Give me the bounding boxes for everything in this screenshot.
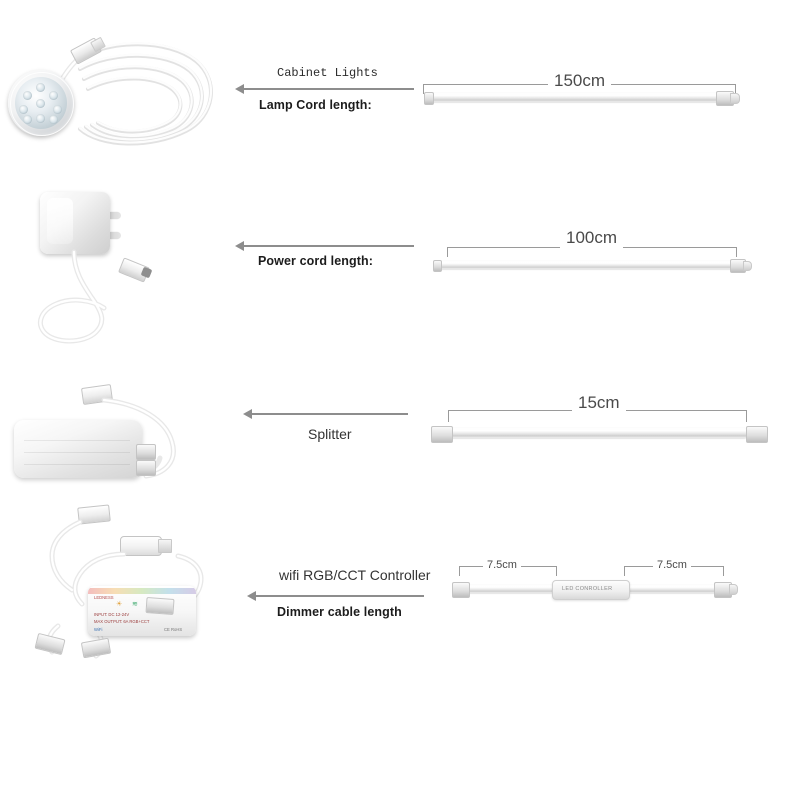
led-dot bbox=[19, 105, 28, 114]
dimension-tick-left-row3 bbox=[448, 410, 449, 422]
led-dot bbox=[49, 91, 58, 100]
led-dot bbox=[36, 99, 45, 108]
led-dot bbox=[36, 114, 45, 123]
controller-brand: LEDNESS bbox=[94, 595, 114, 600]
led-dot bbox=[49, 115, 58, 124]
splitter-groove bbox=[24, 440, 130, 441]
splitter-output-port bbox=[136, 444, 156, 460]
dimmer-cable-tube-left bbox=[465, 585, 555, 593]
arrow-line-row1 bbox=[244, 88, 414, 90]
dimension-tick-right-row3 bbox=[746, 410, 747, 422]
splitter-cable-plug-right bbox=[746, 426, 768, 443]
dimension-tick-left-row2 bbox=[447, 247, 448, 257]
dimension-value-7-5cm-left: 7.5cm bbox=[483, 559, 521, 571]
controller-body bbox=[88, 586, 196, 636]
dimension-tick-left-row4-left bbox=[459, 566, 460, 576]
label-splitter: Splitter bbox=[308, 426, 352, 442]
controller-icon-wifi: ≋ bbox=[132, 601, 138, 608]
led-dot bbox=[53, 105, 62, 114]
led-dot bbox=[23, 115, 32, 124]
dimension-value-150cm: 150cm bbox=[548, 71, 611, 91]
splitter-cable-tube bbox=[448, 428, 748, 438]
power-cord-tube bbox=[437, 261, 737, 269]
controller-output-spec: MAX OUTPUT: 6A RGB+CCT bbox=[94, 619, 150, 624]
power-cord-plug-tip bbox=[743, 261, 752, 271]
splitter-body bbox=[14, 420, 142, 478]
label-wifi-controller: wifi RGB/CCT Controller bbox=[279, 567, 431, 583]
controller-icon-bulb: ☀ bbox=[116, 601, 123, 608]
dimension-value-15cm: 15cm bbox=[572, 393, 626, 413]
dimension-value-100cm: 100cm bbox=[560, 228, 623, 248]
dimmer-cable-tube-right bbox=[626, 585, 718, 593]
label-lamp-cord-length: Lamp Cord length: bbox=[259, 98, 372, 112]
arrow-line-row3 bbox=[252, 413, 408, 415]
led-dot bbox=[36, 83, 45, 92]
arrow-head-row4 bbox=[247, 591, 256, 601]
arrow-head-row3 bbox=[243, 409, 252, 419]
controller-top-band bbox=[88, 588, 196, 594]
dimension-tick-right-row2 bbox=[736, 247, 737, 257]
puck-light-body bbox=[8, 70, 74, 136]
arrow-line-row4 bbox=[256, 595, 424, 597]
arrow-head-row1 bbox=[235, 84, 244, 94]
dimmer-cable-tip-right bbox=[729, 584, 738, 595]
lamp-cord-plug-left bbox=[424, 92, 434, 105]
adapter-cable-graphic bbox=[0, 242, 180, 372]
led-dot bbox=[23, 91, 32, 100]
power-cord-plug-left bbox=[433, 260, 442, 272]
dimmer-cable-plug-left bbox=[452, 582, 470, 598]
controller-side-plug bbox=[145, 597, 174, 615]
controller-wifi-label: WiFi bbox=[94, 627, 103, 632]
splitter-groove bbox=[24, 464, 130, 465]
inline-controller-label: LED CONROLLER bbox=[562, 586, 613, 592]
lamp-cord-tube bbox=[428, 93, 723, 102]
label-cabinet-lights: Cabinet Lights bbox=[277, 66, 378, 80]
arrow-line-row2 bbox=[244, 245, 414, 247]
dimension-tick-right-row4-left bbox=[556, 566, 557, 576]
controller-input-spec: INPUT: DC 12-24V bbox=[94, 612, 130, 617]
label-dimmer-cable-length: Dimmer cable length bbox=[277, 605, 402, 619]
label-power-cord-length: Power cord length: bbox=[258, 254, 374, 268]
controller-certification-badge: CE RoHS bbox=[164, 627, 183, 632]
dimension-tick-left-row4-right bbox=[624, 566, 625, 576]
dimension-tick-right-row4-right bbox=[723, 566, 724, 576]
splitter-groove bbox=[24, 452, 130, 453]
arrow-head-row2 bbox=[235, 241, 244, 251]
lamp-cord-plug-tip bbox=[730, 93, 740, 104]
adapter-highlight bbox=[47, 198, 73, 244]
puck-light-lens bbox=[15, 77, 67, 129]
splitter-cable-plug-left bbox=[431, 426, 453, 443]
dimension-value-7-5cm-right: 7.5cm bbox=[653, 559, 691, 571]
splitter-output-port bbox=[136, 460, 156, 476]
